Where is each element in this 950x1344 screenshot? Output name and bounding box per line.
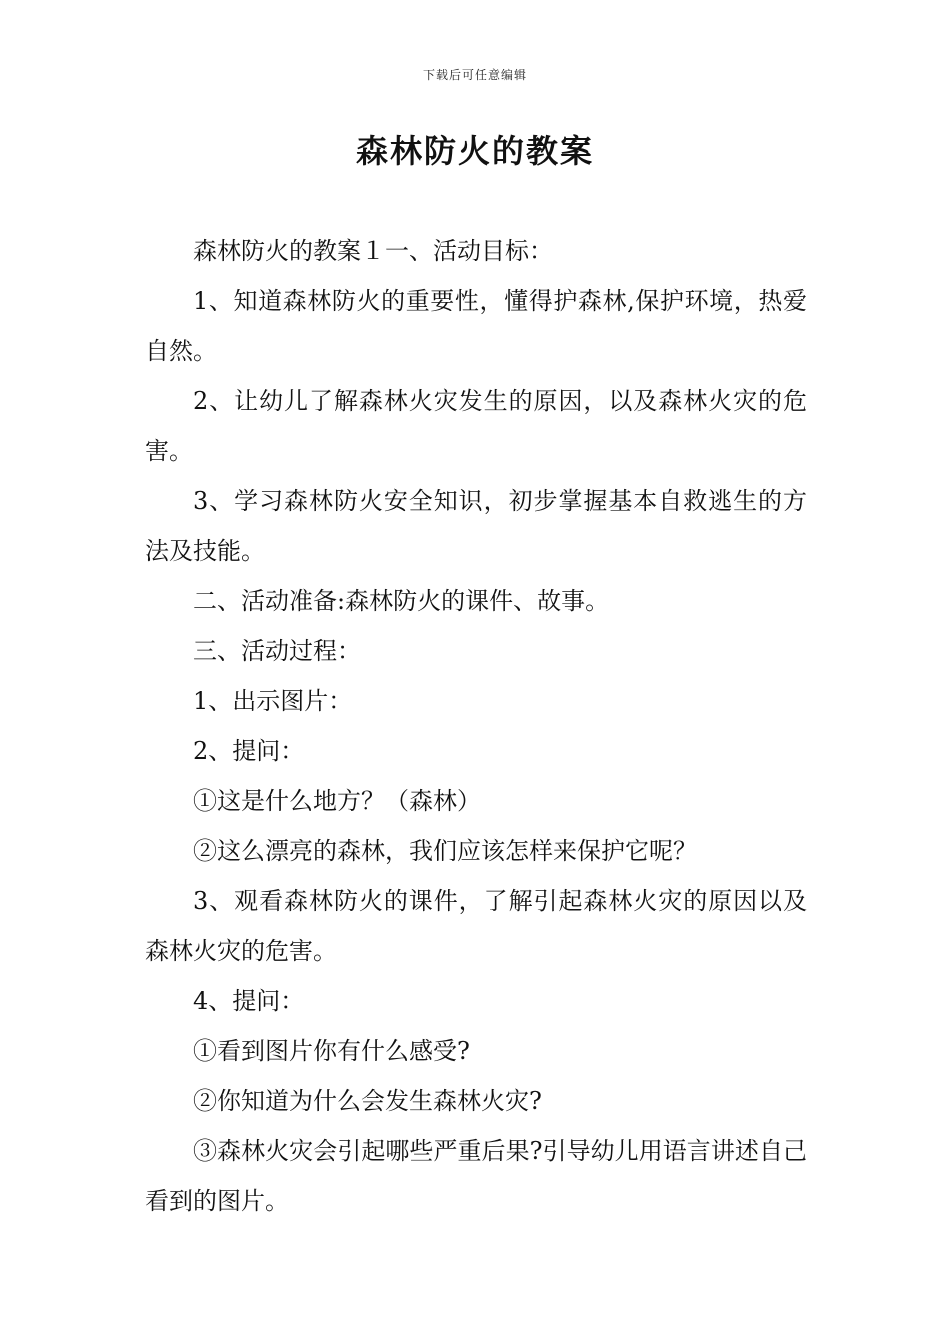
paragraph: ②这么漂亮的森林，我们应该怎样来保护它呢？: [193, 837, 697, 865]
paragraph: 1、知道森林防火的重要性，懂得护森林,保护环境，热爱自然。: [145, 287, 807, 365]
paragraph: 3、观看森林防火的课件，了解引起森林火灾的原因以及森林火灾的危害。: [145, 887, 807, 965]
paragraph: 三、活动过程：: [193, 637, 361, 665]
paragraph: ①这是什么地方？（森林）: [193, 787, 481, 815]
document-title: 森林防火的教案: [355, 132, 594, 170]
paragraph: 2、让幼儿了解森林火灾发生的原因，以及森林火灾的危害。: [145, 387, 807, 465]
paragraph: 4、提问：: [193, 987, 305, 1015]
paragraph: 二、活动准备:森林防火的课件、故事。: [193, 587, 610, 615]
paragraph: 3、学习森林防火安全知识，初步掌握基本自救逃生的方法及技能。: [145, 487, 807, 565]
paragraph: ③森林火灾会引起哪些严重后果?引导幼儿用语言讲述自己看到的图片。: [145, 1137, 807, 1215]
paragraph: ②你知道为什么会发生森林火灾?: [193, 1087, 542, 1115]
paragraph: 森林防火的教案１一、活动目标：: [193, 237, 553, 265]
paragraph: ①看到图片你有什么感受?: [193, 1037, 470, 1065]
header-note: 下载后可任意编辑: [422, 68, 527, 82]
paragraph: 2、提问：: [193, 737, 305, 765]
document-body: [145, 226, 807, 1226]
paragraph: 1、出示图片：: [193, 687, 353, 715]
